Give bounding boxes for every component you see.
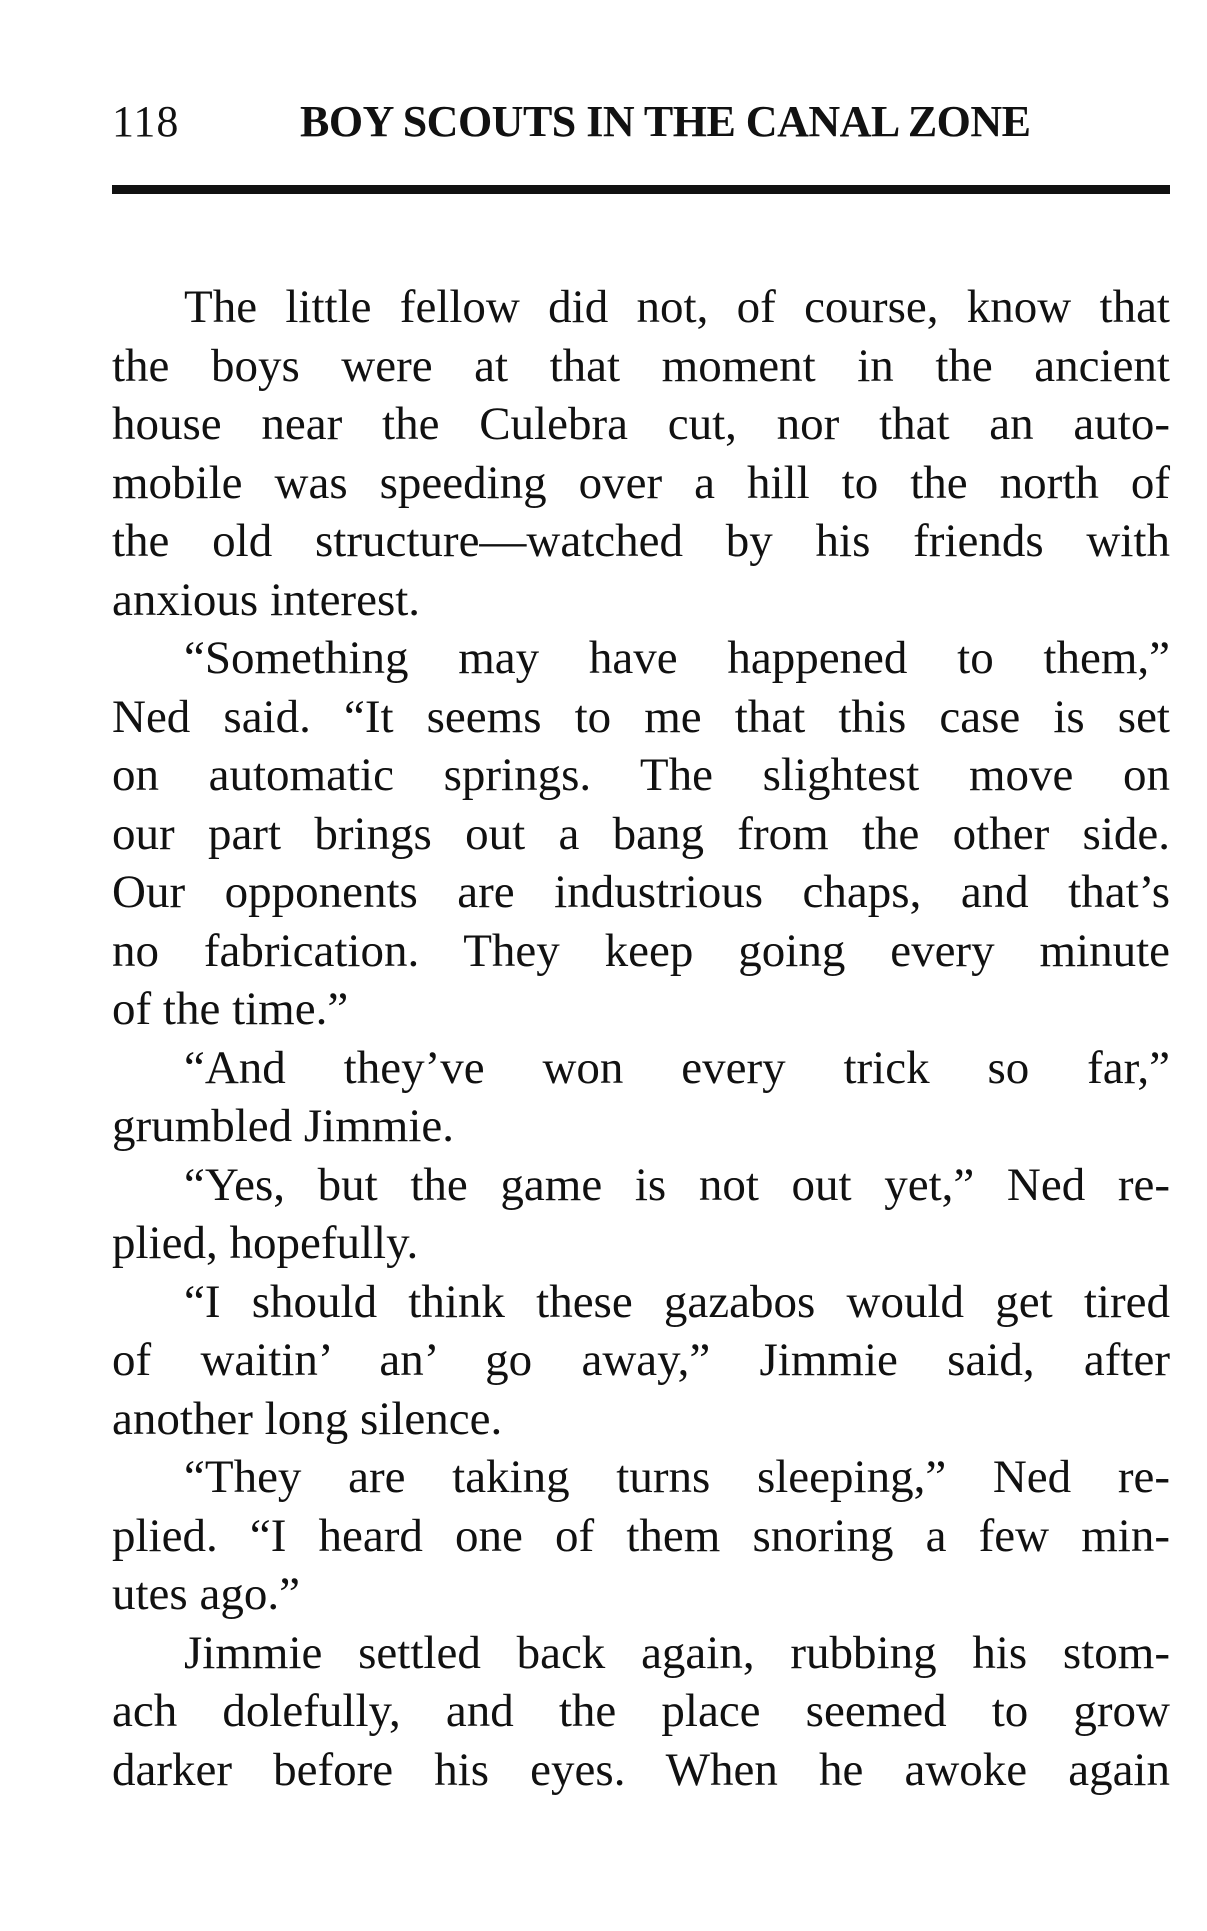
text-line: another long silence. xyxy=(112,1392,503,1445)
text-line: “Something may have happened to them,” xyxy=(184,632,1170,684)
page-number: 118 xyxy=(112,97,180,146)
body-text xyxy=(112,278,1170,1799)
text-line: on automatic springs. The slightest move on xyxy=(112,749,1170,801)
text-line: utes ago.” xyxy=(112,1568,300,1620)
text-line: “They are taking turns sleeping,” Ned re- xyxy=(184,1451,1170,1503)
text-line: Our opponents are industrious chaps, and that’s xyxy=(112,866,1170,918)
text-line: anxious interest. xyxy=(112,573,421,626)
text-line: plied, hopefully. xyxy=(112,1217,419,1269)
running-title: BOY SCOUTS IN THE CANAL ZONE xyxy=(300,97,1031,146)
text-line: grumbled Jimmie. xyxy=(112,1100,455,1152)
text-line: Ned said. “It seems to me that this case is set xyxy=(112,690,1170,743)
text-line: The little fellow did not, of course, know that xyxy=(184,281,1170,333)
text-line: “Yes, but the game is not out yet,” Ned re- xyxy=(184,1158,1170,1211)
page-header xyxy=(112,96,1172,156)
text-line: ach dolefully, and the place seemed to grow xyxy=(112,1685,1170,1737)
text-line: “And they’ve won every trick so far,” xyxy=(184,1041,1170,1094)
text-line: Jimmie settled back again, rubbing his stom- xyxy=(184,1626,1170,1679)
text-line: of waitin’ an’ go away,” Jimmie said, after xyxy=(112,1334,1170,1386)
text-line: mobile was speeding over a hill to the north of xyxy=(112,456,1170,509)
text-line: no fabrication. They keep going every minute xyxy=(112,924,1170,977)
text-line: the boys were at that moment in the ancient xyxy=(112,339,1170,392)
header-rule xyxy=(112,185,1170,194)
text-line: “I should think these gazabos would get tired xyxy=(184,1275,1170,1328)
text-line: our part brings out a bang from the other side. xyxy=(112,807,1170,860)
text-line: darker before his eyes. When he awoke again xyxy=(112,1743,1170,1796)
text-line: the old structure—watched by his friends with xyxy=(112,515,1170,567)
text-line: house near the Culebra cut, nor that an auto- xyxy=(112,398,1170,450)
text-line: of the time.” xyxy=(112,983,349,1035)
text-line: plied. “I heard one of them snoring a few min- xyxy=(112,1509,1170,1562)
